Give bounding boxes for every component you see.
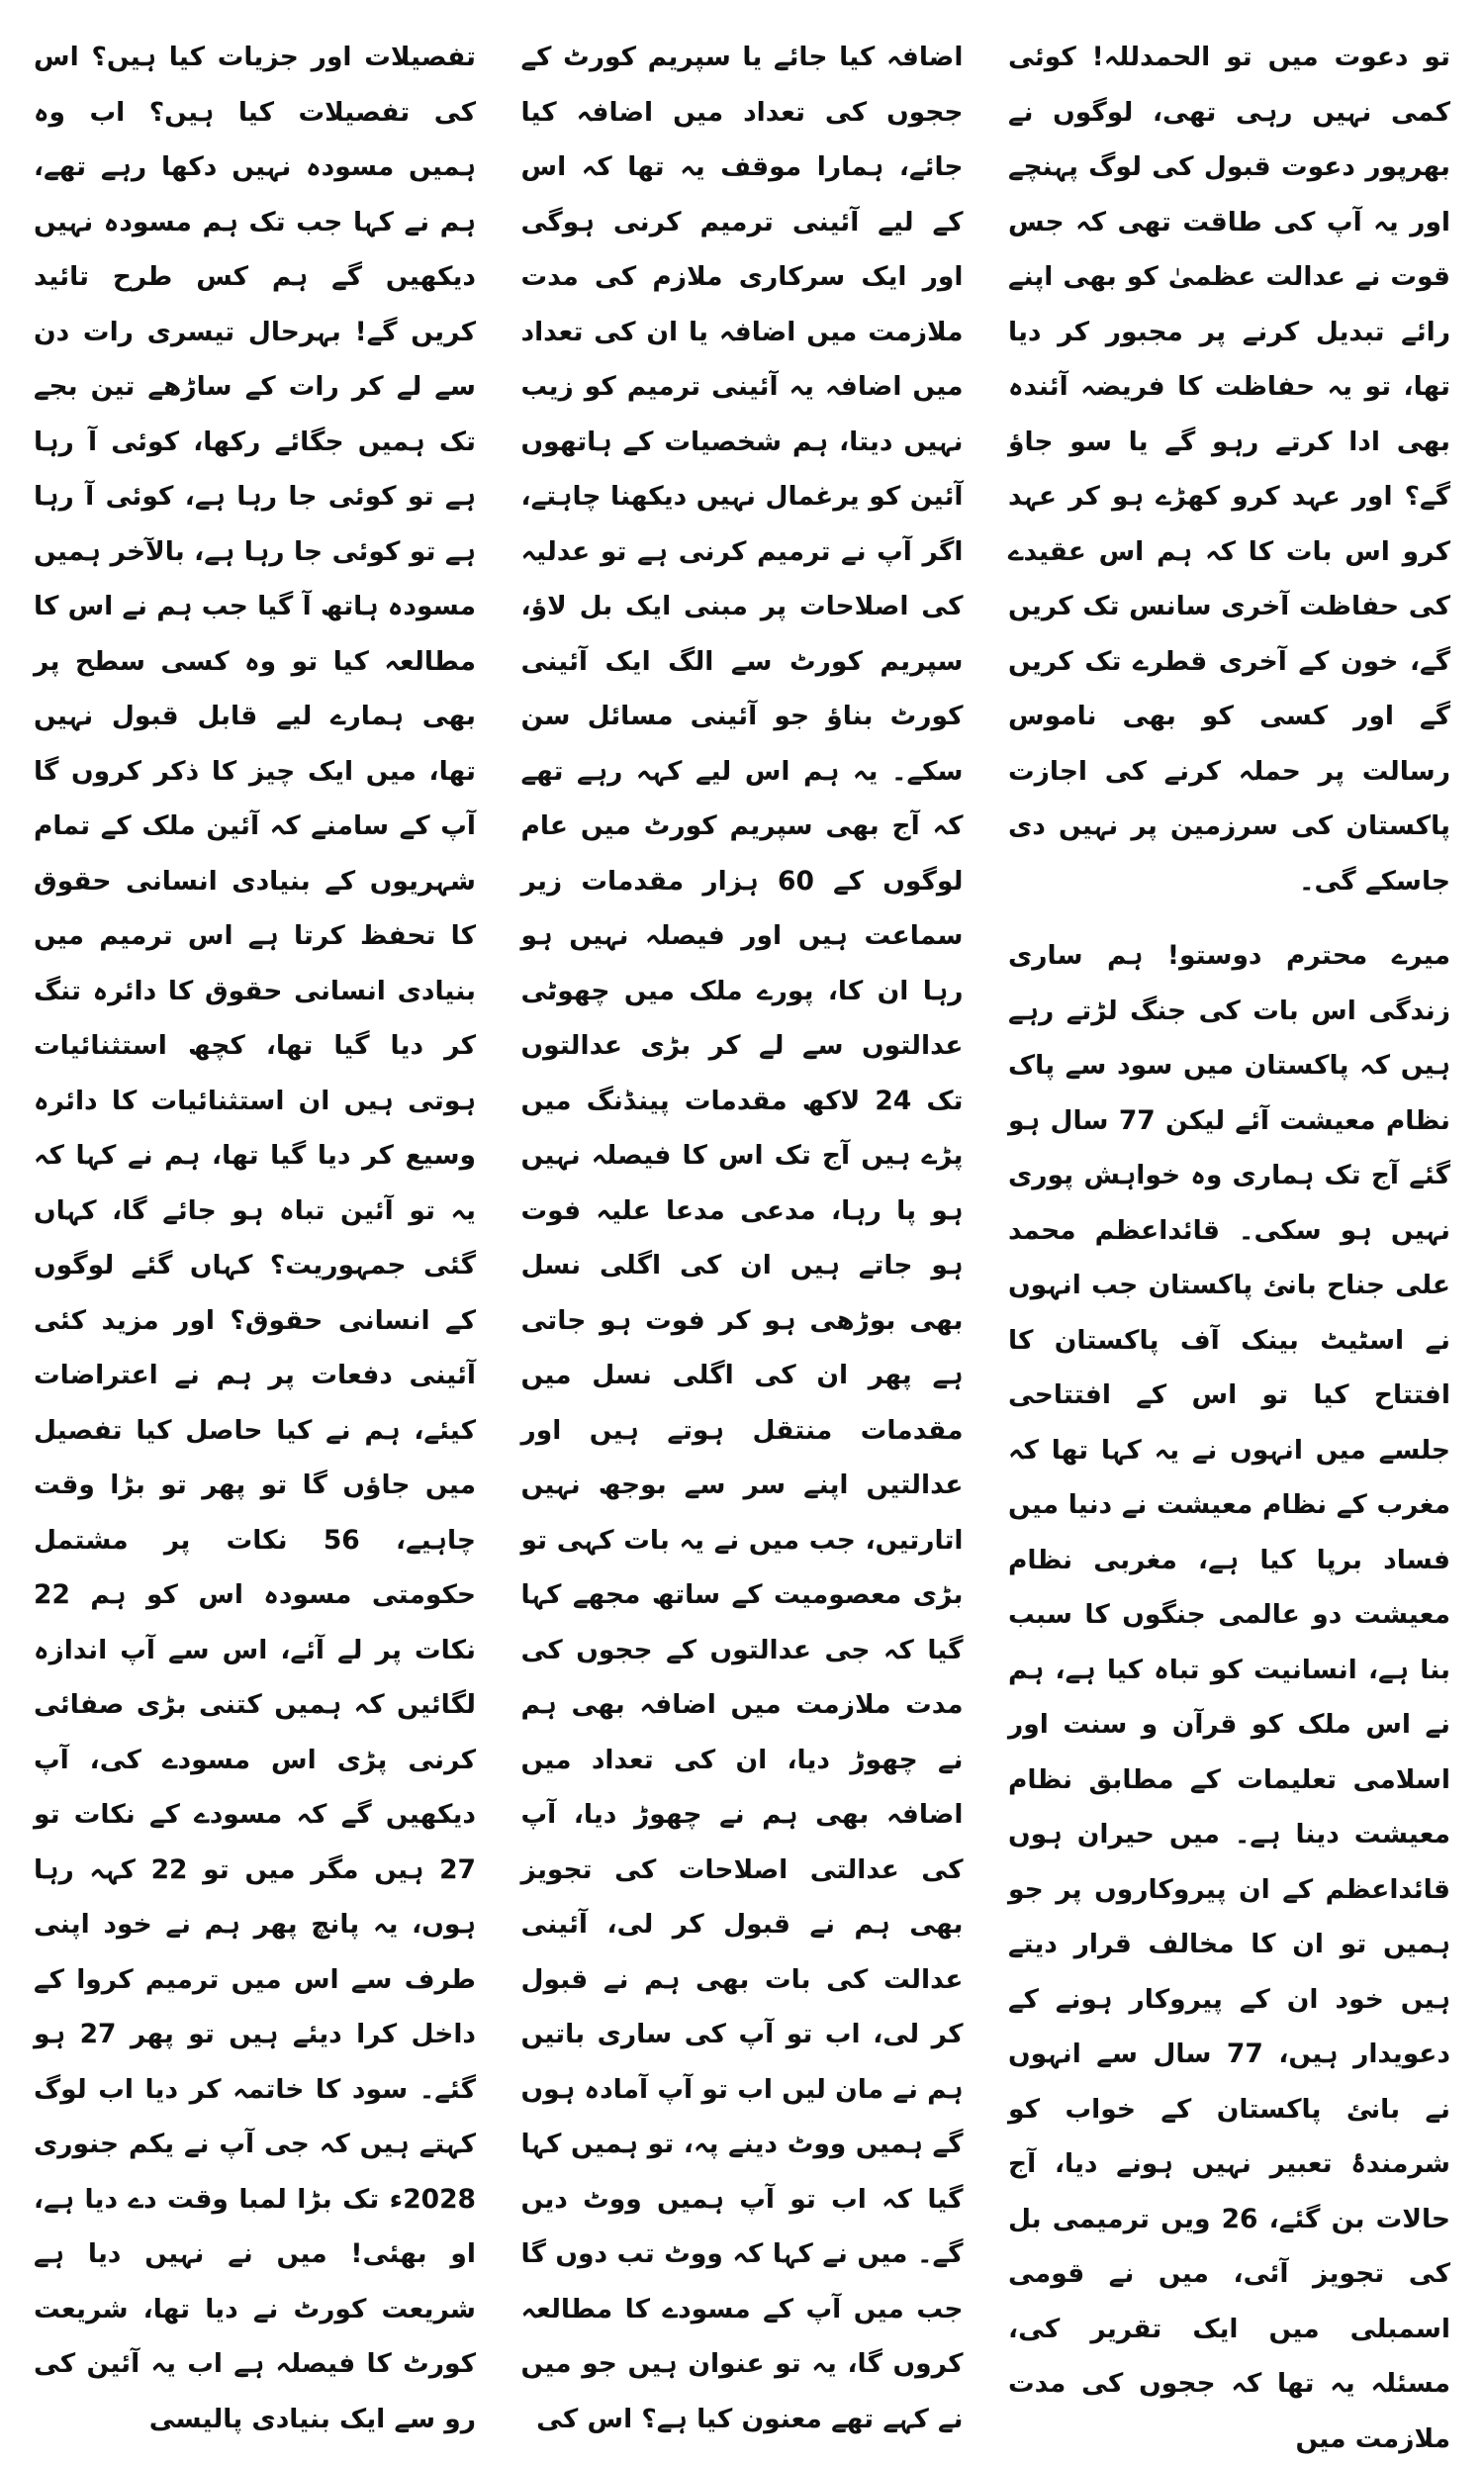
paragraph: تو دعوت میں تو الحمدللہ! کوئی کمی نہیں رہی تھی، لوگوں نے بھرپور دعوت قبول کی لوگ پہنچے اور یہ آپ کی طاقت تھی کہ جس قوت نے عدالت عظمیٰ کو بھی اپنے رائے تبدیل کرنے پر مجبور کر دیا تھا، تو یہ حفاظت کا فریضہ آئندہ بھی ادا کرتے رہو گے یا سو جاؤ گے؟ اور عہد کرو کھڑے ہو کر عہد کرو اس بات کا کہ ہم اس عقیدے کی حفاظت آخری سانس تک کریں گے، خون کے آخری قطرے تک کریں گے اور کسی کو بھی ناموس رسالت پر حملہ کرنے کی اجازت پاکستان کی سرزمین پر نہیں دی جاسکے گی۔ [1008,42,1450,897]
paragraph: تفصیلات اور جزیات کیا ہیں؟ اس کی تفصیلات کیا ہیں؟ اب وہ ہمیں مسودہ نہیں دکھا رہے تھے، ہم نے کہا جب تک ہم مسودہ نہیں دیکھیں گے ہم کس طرح تائید کریں گے! بہرحال تیسری رات دن سے لے کر رات کے ساڑھے تین بجے تک ہمیں جگائے رکھا، کوئی آ رہا ہے تو کوئی جا رہا ہے، کوئی آ رہا ہے تو کوئی جا رہا ہے، بالآخر ہمیں مسودہ ہاتھ آ گیا جب ہم نے اس کا مطالعہ کیا تو وہ کسی سطح پر بھی ہمارے لیے قابل قبول نہیں تھا، میں ایک چیز کا ذکر کروں گا آپ کے سامنے کہ آئین ملک کے تمام شہریوں کے بنیادی انسانی حقوق کا تحفظ کرتا ہے اس ترمیم میں بنیادی انسانی حقوق کا دائرہ تنگ کر دیا گیا تھا، کچھ استثنائیات ہوتی ہیں ان استثنائیات کا دائرہ وسیع کر دیا گیا تھا، ہم نے کہا کہ یہ تو آئین تباہ ہو جائے گا، کہاں گئی جمہوریت؟ کہاں گئے لوگوں کے انسانی حقوق؟ اور مزید کئی آئینی دفعات پر ہم نے اعتراضات کیئے، ہم نے کیا حاصل کیا تفصیل میں جاؤں گا تو پھر تو بڑا وقت چاہیے، 56 نکات پر مشتمل حکومتی مسودہ اس کو ہم 22 نکات پر لے آئے، اس سے آپ اندازہ لگائیں کہ ہمیں کتنی بڑی صفائی کرنی پڑی اس مسودے کی، آپ دیکھیں گے کہ مسودے کے نکات تو 27 ہیں مگر میں تو 22 کہہ رہا ہوں، یہ پانچ پھر ہم نے خود اپنی طرف سے اس میں ترمیم کروا کے داخل کرا دیئے ہیں تو پھر 27 ہو گئے۔ سود کا خاتمہ کر دیا اب لوگ کہتے ہیں کہ جی آپ نے یکم جنوری 2028ء تک بڑا لمبا وقت دے دیا ہے، او بھئی! میں نے نہیں دیا ہے شریعت کورٹ نے دیا تھا، شریعت کورٹ کا فیصلہ ہے اب یہ آئین کی رو سے ایک بنیادی پالیسی [34,42,476,2434]
paragraph: میرے محترم دوستو! ہم ساری زندگی اس بات کی جنگ لڑتے رہے ہیں کہ پاکستان میں سود سے پاک نظام معیشت آئے لیکن 77 سال ہو گئے آج تک ہماری وہ خواہش پوری نہیں ہو سکی۔ قائداعظم محمد علی جناح بانئ پاکستان جب انہوں نے اسٹیٹ بینک آف پاکستان کا افتتاح کیا تو اس کے افتتاحی جلسے میں انہوں نے یہ کہا تھا کہ مغرب کے نظام معیشت نے دنیا میں فساد برپا کیا ہے، مغربی نظام معیشت دو عالمی جنگوں کا سبب بنا ہے، انسانیت کو تباہ کیا ہے، ہم نے اس ملک کو قرآن و سنت اور اسلامی تعلیمات کے مطابق نظام معیشت دینا ہے۔ میں حیران ہوں قائداعظم کے ان پیروکاروں پر جو ہمیں تو ان کا مخالف قرار دیتے ہیں خود ان کے پیروکار ہونے کے دعویدار ہیں، 77 سال سے انہوں نے بانئ پاکستان کے خواب کو شرمندۂ تعبیر نہیں ہونے دیا، آج حالات بن گئے، 26 ویں ترمیمی بل کی تجویز آئی، میں نے قومی اسمبلی میں ایک تقریر کی، مسئلہ یہ تھا کہ ججوں کی مدت ملازمت میں [1008,940,1451,2454]
column-middle [517,30,968,2434]
column-left [30,30,480,2434]
paragraph: اضافہ کیا جائے یا سپریم کورٹ کے ججوں کی تعداد میں اضافہ کیا جائے، ہمارا موقف یہ تھا کہ اس کے لیے آئینی ترمیم کرنی ہوگی اور ایک سرکاری ملازم کی مدت ملازمت میں اضافہ یا ان کی تعداد میں اضافہ یہ آئینی ترمیم کو زیب نہیں دیتا، ہم شخصیات کے ہاتھوں آئین کو یرغمال نہیں دیکھنا چاہتے، اگر آپ نے ترمیم کرنی ہے تو عدلیہ کی اصلاحات پر مبنی ایک بل لاؤ، سپریم کورٹ سے الگ ایک آئینی کورٹ بناؤ جو آئینی مسائل سن سکے۔ یہ ہم اس لیے کہہ رہے تھے کہ آج بھی سپریم کورٹ میں عام لوگوں کے 60 ہزار مقدمات زیر سماعت ہیں اور فیصلہ نہیں ہو رہا ان کا، پورے ملک میں چھوٹی عدالتوں سے لے کر بڑی عدالتوں تک 24 لاکھ مقدمات پینڈنگ میں پڑے ہیں آج تک اس کا فیصلہ نہیں ہو پا رہا، مدعی مدعا علیہ فوت ہو جاتے ہیں ان کی اگلی نسل بھی بوڑھی ہو کر فوت ہو جاتی ہے پھر ان کی اگلی نسل میں مقدمات منتقل ہوتے ہیں اور عدالتیں اپنے سر سے بوجھ نہیں اتارتیں، جب میں نے یہ بات کہی تو بڑی معصومیت کے ساتھ مجھے کہا گیا کہ جی عدالتوں کے ججوں کی مدت ملازمت میں اضافہ بھی ہم نے چھوڑ دیا، ان کی تعداد میں اضافہ بھی ہم نے چھوڑ دیا، آپ کی عدالتی اصلاحات کی تجویز بھی ہم نے قبول کر لی، آئینی عدالت کی بات بھی ہم نے قبول کر لی، اب تو آپ کی ساری باتیں ہم نے مان لیں اب تو آپ آمادہ ہوں گے ہمیں ووٹ دینے پہ، تو ہمیں کہا گیا کہ اب تو آپ ہمیں ووٹ دیں گے۔ میں نے کہا کہ ووٹ تب دوں گا جب میں آپ کے مسودے کا مطالعہ کروں گا، یہ تو عنوان ہیں جو میں نے کہے تھے معنون کیا ہے؟ اس کی [520,42,964,2434]
newspaper-page [30,30,1454,2454]
column-right [1004,30,1454,2454]
